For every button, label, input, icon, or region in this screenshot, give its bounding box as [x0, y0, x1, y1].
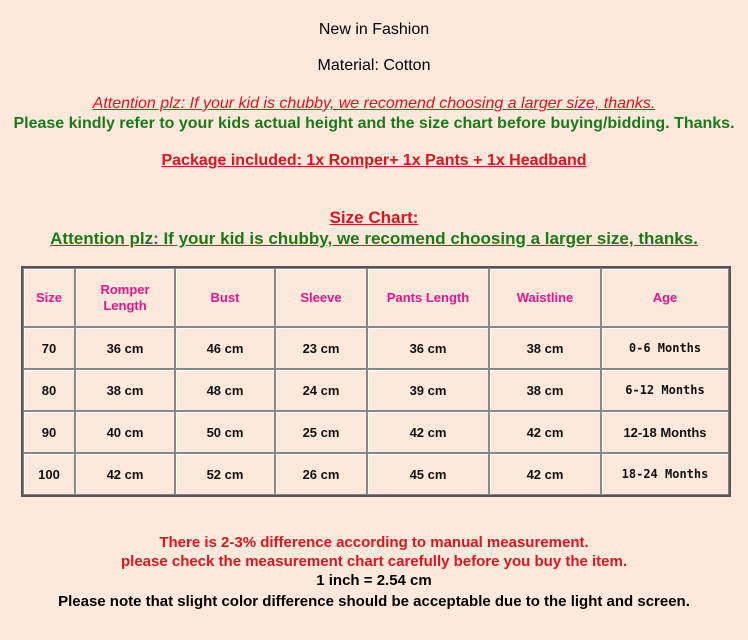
cell-sleeve: 26 cm — [275, 453, 367, 495]
header-age: Age — [601, 268, 729, 327]
cell-size: 90 — [23, 411, 75, 453]
cell-romper-length: 42 cm — [75, 453, 175, 495]
table-row — [23, 369, 729, 411]
cell-waistline: 38 cm — [489, 369, 601, 411]
header-waistline: Waistline — [489, 268, 601, 327]
material-line: Material: Cotton — [317, 57, 431, 74]
attention-notice: Attention plz: If your kid is chubby, we recomend choosing a larger size, thanks. — [92, 95, 656, 112]
cell-waistline: 38 cm — [489, 327, 601, 369]
cell-age: 0-6 Months — [601, 327, 729, 369]
header-romper-length: Romper Length — [75, 268, 175, 327]
page-title: New in Fashion — [318, 21, 430, 38]
cell-bust: 46 cm — [175, 327, 275, 369]
cell-pants-length: 42 cm — [367, 411, 489, 453]
color-difference-note: Please note that slight color difference should be acceptable due to the light and screen. — [58, 593, 690, 610]
cell-pants-length: 45 cm — [367, 453, 489, 495]
cell-sleeve: 25 cm — [275, 411, 367, 453]
cell-age: 12-18 Months — [601, 411, 729, 453]
header-bust: Bust — [175, 268, 275, 327]
table-row — [23, 453, 729, 495]
package-contents: Package included: 1x Romper+ 1x Pants + 1x Headband — [161, 152, 587, 169]
cell-sleeve: 24 cm — [275, 369, 367, 411]
cell-romper-length: 40 cm — [75, 411, 175, 453]
size-reference-notice: Please kindly refer to your kids actual height and the size chart before buying/bidding. Thanks. — [13, 115, 735, 132]
header-sleeve: Sleeve — [275, 268, 367, 327]
cell-romper-length: 38 cm — [75, 369, 175, 411]
cell-romper-length: 36 cm — [75, 327, 175, 369]
inch-conversion-note: 1 inch = 2.54 cm — [316, 572, 432, 589]
check-chart-note: please check the measurement chart carefully before you buy the item. — [120, 553, 627, 570]
cell-pants-length: 36 cm — [367, 327, 489, 369]
table-header-row — [23, 268, 729, 327]
cell-bust: 52 cm — [175, 453, 275, 495]
cell-bust: 48 cm — [175, 369, 275, 411]
measurement-difference-note: There is 2-3% difference according to manual measurement. — [159, 534, 589, 551]
table-row — [23, 327, 729, 369]
cell-pants-length: 39 cm — [367, 369, 489, 411]
size-chart-title: Size Chart: — [329, 208, 419, 227]
cell-age: 18-24 Months — [601, 453, 729, 495]
cell-sleeve: 23 cm — [275, 327, 367, 369]
size-chart-attention: Attention plz: If your kid is chubby, we recomend choosing a larger size, thanks. — [50, 229, 698, 248]
cell-size: 80 — [23, 369, 75, 411]
header-pants-length: Pants Length — [367, 268, 489, 327]
cell-bust: 50 cm — [175, 411, 275, 453]
size-chart-table — [21, 266, 731, 497]
cell-size: 100 — [23, 453, 75, 495]
cell-waistline: 42 cm — [489, 411, 601, 453]
cell-age: 6-12 Months — [601, 369, 729, 411]
cell-waistline: 42 cm — [489, 453, 601, 495]
table-row — [23, 411, 729, 453]
cell-size: 70 — [23, 327, 75, 369]
header-size: Size — [23, 268, 75, 327]
